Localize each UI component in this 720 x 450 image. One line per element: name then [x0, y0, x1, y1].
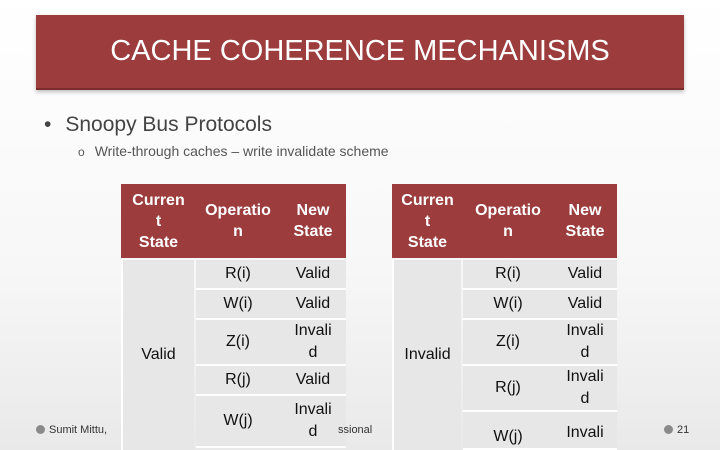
operation-cell: W(i) — [196, 290, 280, 320]
bullet-level1-text: Snoopy Bus Protocols — [65, 113, 272, 136]
bullet-level2-text: Write-through caches – write invalidate scheme — [94, 143, 389, 159]
bullet-level2 — [78, 143, 389, 159]
operation-cell: R(j) — [196, 366, 280, 396]
new-state-cell: Valid — [280, 290, 346, 320]
sub-bullet-marker: o — [78, 145, 85, 159]
new-state-cell: Valid — [553, 260, 617, 290]
page-number-text: 21 — [677, 424, 690, 436]
operation-cell: Z(i) — [463, 320, 553, 366]
footer-dot-icon — [664, 425, 673, 434]
slide-title: CACHE COHERENCE MECHANISMS — [110, 35, 610, 67]
new-state-cell: Invali d — [553, 366, 617, 412]
new-state-cell: Valid — [280, 260, 346, 290]
operation-cell: W(i) — [463, 290, 553, 320]
operation-cell: R(j) — [463, 366, 553, 412]
footer-author — [36, 424, 107, 436]
header-current-state: Curren t State — [121, 184, 196, 258]
footer-middle-text: ssional — [338, 424, 373, 436]
bullet-level1 — [44, 113, 272, 137]
header-operation: Operatio n — [463, 184, 553, 258]
new-state-cell: Invali — [553, 412, 617, 450]
operation-cell: R(i) — [196, 260, 280, 290]
operation-cell: Z(i) — [196, 320, 280, 366]
current-state-cell: Valid — [121, 260, 194, 450]
new-state-cell: Valid — [280, 366, 346, 396]
operation-cell: R(i) — [463, 260, 553, 290]
new-state-cell: Valid — [553, 290, 617, 320]
header-operation: Operatio n — [196, 184, 280, 258]
footer-author-text: Sumit Mittu, — [49, 424, 108, 436]
new-state-cell: Invali d — [280, 396, 346, 448]
operation-cell: W(j) — [463, 412, 553, 450]
operation-cell: W(j) — [196, 396, 280, 448]
header-new-state: New State — [280, 184, 346, 258]
new-state-cell: Invali d — [553, 320, 617, 366]
header-current-state: Curren t State — [392, 184, 463, 258]
bullet-marker: • — [44, 113, 52, 136]
page-number — [664, 424, 689, 436]
title-banner — [36, 15, 684, 90]
current-state-cell: Invalid — [392, 260, 461, 450]
footer-dot-icon — [36, 425, 45, 434]
header-new-state: New State — [553, 184, 617, 258]
new-state-cell: Invali d — [280, 320, 346, 366]
